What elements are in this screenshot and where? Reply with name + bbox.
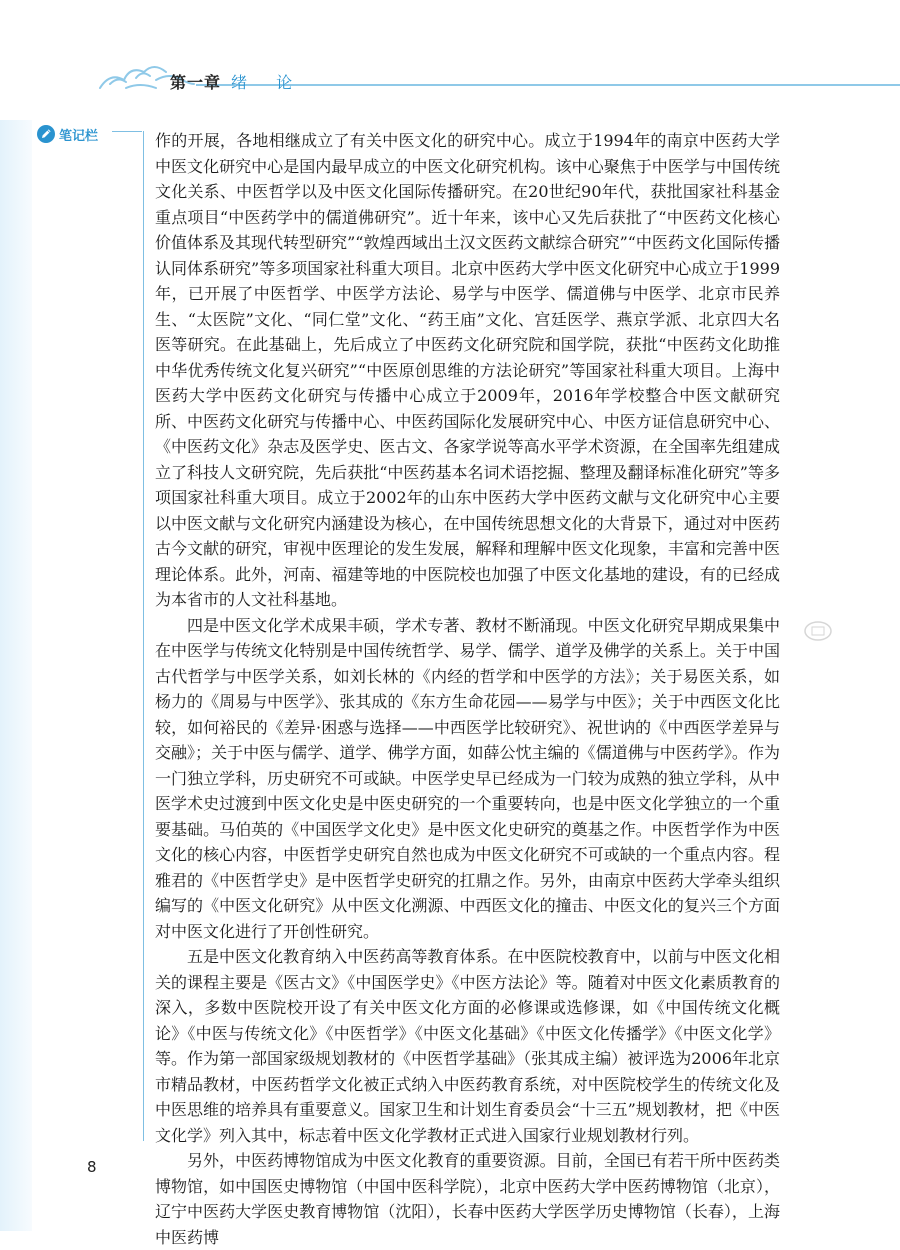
chapter-heading bbox=[170, 70, 304, 93]
chapter-number: 第一章 bbox=[170, 73, 222, 92]
note-column-background bbox=[0, 120, 32, 1231]
page-number: 8 bbox=[87, 1158, 97, 1176]
note-column-label: 笔记栏 bbox=[59, 128, 99, 144]
note-column-badge bbox=[36, 124, 98, 144]
note-column-divider bbox=[143, 131, 144, 1141]
paragraph: 另外，中医药博物馆成为中医文化教育的重要资源。目前，全国已有若干所中医药类博物馆，如中国医史博物馆（中国中医科学院），北京中医药大学中医药博物馆（北京），辽宁中医药大学医史教育博物馆（沈阳），长春中医药大学医学历史博物馆（长春），上海中医药博 bbox=[155, 1151, 780, 1247]
paragraph: 五是中医文化教育纳入中医药高等教育体系。在中医院校教育中，以前与中医文化相关的课程主要是《医古文》《中国医学史》《中医方法论》等。随着对中医文化素质教育的深入，多数中医院校开设了有关中医文化方面的必修课或选修课，如《中国传统文化概论》《中医与传统文化》《中医哲学》《中医文化基础》《中医文化传播学》《中医文化学》等。作为第一部国家级规划教材的《中医哲学基础》（张其成主编）被评选为2006年北京市精品教材，中医药哲学文化被正式纳入中医药教育系统，对中医院校学生的传统文化及中医思维的培养具有重要意义。国家卫生和计划生育委员会“十三五”规划教材，把《中医文化学》列入其中，标志着中医文化学教材正式进入国家行业规划教材行列。 bbox=[155, 947, 780, 1145]
note-column-rule bbox=[112, 131, 142, 132]
paragraph: 四是中医文化学术成果丰硕，学术专著、教材不断涌现。中医文化研究早期成果集中在中医学与传统文化特别是中国传统哲学、易学、儒学、道学及佛学的关系上。关于中国古代哲学与中医学关系，如刘长林的《内经的哲学和中医学的方法》；关于易医关系，如杨力的《周易与中医学》、张其成的《东方生命花园——易学与中医》；关于中西医文化比较，如何裕民的《差异·困惑与选择——中西医学比较研究》、祝世讷的《中西医学差异与交融》；关于中医与儒学、道学、佛学方面，如薛公忱主编的《儒道佛与中医药学》。作为一门独立学科，历史研究不可或缺。中医学史早已经成为一门较为成熟的独立学科，从中医学术史过渡到中医文化史是中医史研究的一个重要转向，也是中医文化学独立的一个重要基础。马伯英的《中国医学文化史》是中医文化史研究的奠基之作。中医哲学作为中医文化的核心内容，中医哲学史研究自然也成为中医文化研究不可或缺的一个重点内容。程雅君的《中医哲学史》是中医哲学史研究的扛鼎之作。另外，由南京中医药大学牵头组织编写的《中医文化研究》从中医文化溯源、中西医文化的撞击、中医文化的复兴三个方面对中医文化进行了开创性研究。 bbox=[155, 615, 780, 941]
main-text bbox=[155, 128, 780, 1250]
paragraph: 作的开展，各地相继成立了有关中医文化的研究中心。成立于1994年的南京中医药大学中医文化研究中心是国内最早成立的中医文化研究机构。该中心聚焦于中医学与中国传统文化关系、中医哲学以及中医文化国际传播研究。在20世纪90年代，获批国家社科基金重点项目“中医药学中的儒道佛研究”。近十年来，该中心又先后获批了“中医药文化核心价值体系及其现代转型研究”“敦煌西域出土汉文医药文献综合研究”“中医药文化国际传播认同体系研究”等多项国家社科重大项目。北京中医药大学中医文化研究中心成立于1999年，已开展了中医哲学、中医学方法论、易学与中医学、儒道佛与中医学、北京市民养生、“太医院”文化、“同仁堂”文化、“药王庙”文化、宫廷医学、燕京学派、北京四大名医等研究。在此基础上，先后成立了中医药文化研究院和国学院，获批“中医药文化助推中华优秀传统文化复兴研究”“中医原创思维的方法论研究”等国家社科重大项目。上海中医药大学中医药文化研究与传播中心成立于2009年，2016年学校整合中医文献研究所、中医药文化研究与传播中心、中医药国际化发展研究中心、中医方证信息研究中心、《中医药文化》杂志及医学史、医古文、各家学说等高水平学术资源，在全国率先组建成立了科技人文研究院，先后获批“中医药基本名词术语挖掘、整理及翻译标准化研究”等多项国家社科重大项目。成立于2002年的山东中医药大学中医药文献与文化研究中心主要以中医文献与文化研究内涵建设为核心，在中国传统思想文化的大背景下，通过对中医药古今文献的研究，审视中医理论的发生发展，解释和理解中医文化现象，丰富和完善中医理论体系。此外，河南、福建等地的中医院校也加强了中医文化基地的建设，有的已经成为本省市的人文社科基地。 bbox=[155, 131, 780, 609]
chapter-title: 绪 论 bbox=[231, 73, 305, 92]
pencil-note-icon bbox=[36, 124, 56, 144]
watermark-seal-icon bbox=[803, 620, 833, 642]
